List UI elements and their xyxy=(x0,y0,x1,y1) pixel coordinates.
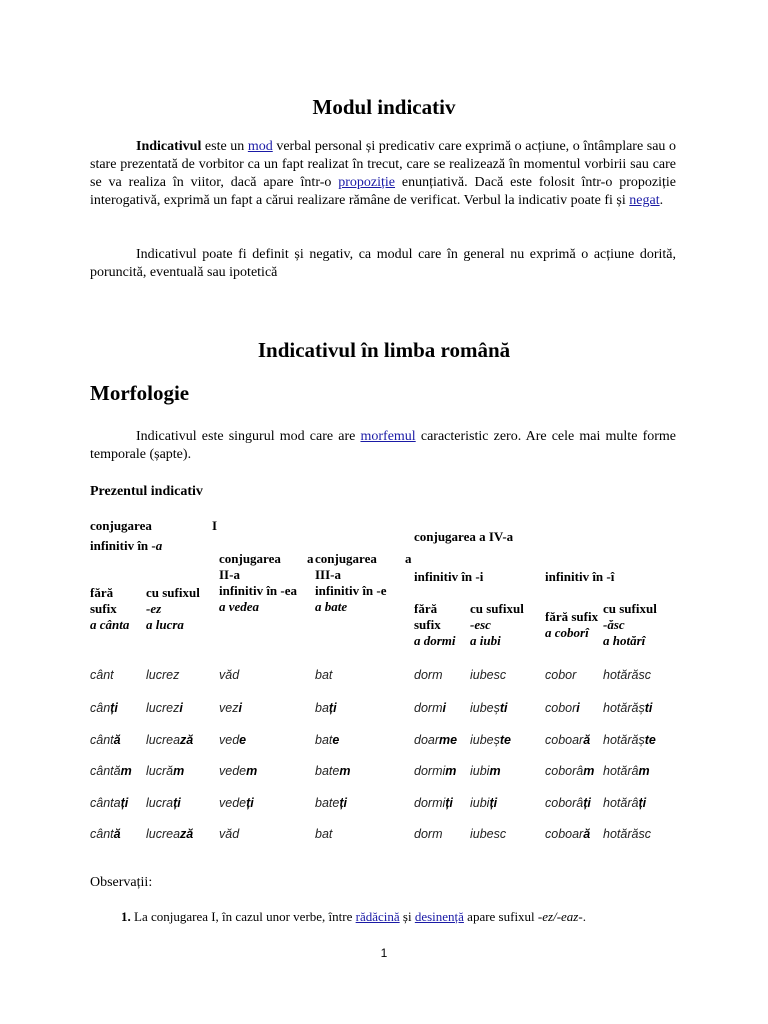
table-cell: cobor xyxy=(545,668,577,682)
link-morfemul[interactable]: morfemul xyxy=(360,429,416,444)
header-conj1-no-suffix: fără sufix a cânta xyxy=(90,585,130,632)
subsection-title: Morfologie xyxy=(90,381,190,405)
table-cell: lucrează xyxy=(146,733,194,747)
notes-list xyxy=(90,909,586,925)
section-title: Indicativul în limba română xyxy=(257,338,511,362)
table-cell: lucrezi xyxy=(146,701,183,715)
header-conj4-asc-suffix: cu sufixul -ăsc a hotărî xyxy=(603,601,657,648)
table-cell: dorm xyxy=(414,827,443,841)
page-title: Modul indicativ xyxy=(312,95,456,119)
header-conj2: conjugarea a II-a infinitiv în -ea a vedea xyxy=(219,551,314,614)
table-cell: cântă xyxy=(90,733,121,747)
table-cell: lucrează xyxy=(146,827,194,841)
table-cell: vezi xyxy=(219,701,242,715)
header-conj4-no-suffix-i: fără sufix a dormi xyxy=(414,601,456,648)
table-cell: lucrăm xyxy=(146,764,185,778)
header-conj4-inf-i: infinitiv în -i xyxy=(414,569,484,584)
table-cell: iubim xyxy=(470,764,501,778)
table-cell: hotărâm xyxy=(603,764,650,778)
link-radacina[interactable]: rădăcină xyxy=(355,909,400,924)
table-cell: dormiți xyxy=(414,796,453,810)
table-cell: iubiți xyxy=(470,796,498,810)
table-cell: cântăm xyxy=(90,764,132,778)
table-title: Prezentul indicativ xyxy=(90,484,203,499)
table-cell: coborâți xyxy=(545,796,591,810)
table-cell: hotărăște xyxy=(603,733,656,747)
header-conj1-infinitive: infinitiv în -a xyxy=(90,538,163,553)
header-conj4-inf-ii: infinitiv în -î xyxy=(545,569,615,584)
table-cell: iubește xyxy=(470,733,512,747)
header-conj3: conjugarea a III-a infinitiv în -e a bate xyxy=(315,551,412,614)
table-cell: bat xyxy=(315,827,333,841)
table-cell: bate xyxy=(315,733,340,747)
link-desinenta[interactable]: desinență xyxy=(414,909,464,924)
link-propozitie[interactable]: propoziție xyxy=(338,175,396,190)
table-cell: hotărăsc xyxy=(603,668,651,682)
header-conj1-ez-suffix: cu sufixul -ez a lucra xyxy=(146,585,200,632)
table-cell: bat xyxy=(315,668,333,682)
table-cell: doarme xyxy=(414,733,458,747)
table-cell: vedem xyxy=(219,764,258,778)
table-cell: cântă xyxy=(90,827,121,841)
table-cell: coboară xyxy=(545,827,591,841)
intro-paragraph-2: Indicativul poate fi definit și negativ, ca modul care în general nu exprimă o acțiune dorită, poruncită, eventuală sau ipotetică xyxy=(90,247,676,280)
link-negat[interactable]: negat xyxy=(629,193,660,208)
table-cell: văd xyxy=(219,827,240,841)
table-cell: văd xyxy=(219,668,240,682)
table-cell: hotărâți xyxy=(603,796,647,810)
table-cell: cânți xyxy=(90,701,118,715)
table-cell: coborâm xyxy=(545,764,595,778)
table-cell: iubesc xyxy=(470,827,507,841)
table-cell: bați xyxy=(315,701,337,715)
table-cell: cobori xyxy=(545,701,580,715)
header-conj4: conjugarea a IV-a xyxy=(414,529,514,544)
table-cell: coboară xyxy=(545,733,591,747)
table-cell: iubești xyxy=(470,701,508,715)
table-cell: hotărăști xyxy=(603,701,653,715)
header-conj4-esc-suffix: cu sufixul -esc a iubi xyxy=(470,601,524,648)
table-cell: dorm xyxy=(414,668,443,682)
note-item: 1. La conjugarea I, în cazul unor verbe, între rădăcină și desinență apare sufixul -ez/-eaz-. xyxy=(134,909,586,925)
table-cell: dormi xyxy=(414,701,446,715)
table-cell: dormim xyxy=(414,764,457,778)
table-cell: vedeți xyxy=(219,796,254,810)
table-cell: iubesc xyxy=(470,668,507,682)
observatii-label: Observații: xyxy=(90,875,153,890)
intro-paragraph-1: Indicativul este un mod verbal personal și predicativ care exprimă o acțiune, o întâmplare sau o stare prezentată de vorbitor ca un fapt realizat în trecut, care se realizează în momentul vorbirii sau care se va realiza în viitor, dacă apare într-o propoziție enunțiativă. Dacă este folosit într-o propoziție interogativă, exprimă un fapt a cărui realizare rămâne de verificat. Verbul la indicativ poate fi și negat. xyxy=(90,139,676,208)
term-indicativul: Indicativul xyxy=(136,139,202,154)
table-cell: cântați xyxy=(90,796,129,810)
table-cell: vede xyxy=(219,733,247,747)
table-cell: hotărăsc xyxy=(603,827,651,841)
header-conj1: conjugarea I xyxy=(90,518,218,533)
page-number: 1 xyxy=(380,946,388,960)
table-cell: lucrez xyxy=(146,668,180,682)
morphology-paragraph: Indicativul este singurul mod care are morfemul caracteristic zero. Are cele mai multe forme temporale (șapte). xyxy=(90,429,676,462)
table-cell: bateți xyxy=(315,796,347,810)
table-cell: lucrați xyxy=(146,796,181,810)
table-cell: batem xyxy=(315,764,351,778)
header-conj4-no-suffix-ii: fără sufix a coborî xyxy=(545,609,599,640)
table-cell: cânt xyxy=(90,668,114,682)
link-mod[interactable]: mod xyxy=(247,139,273,154)
